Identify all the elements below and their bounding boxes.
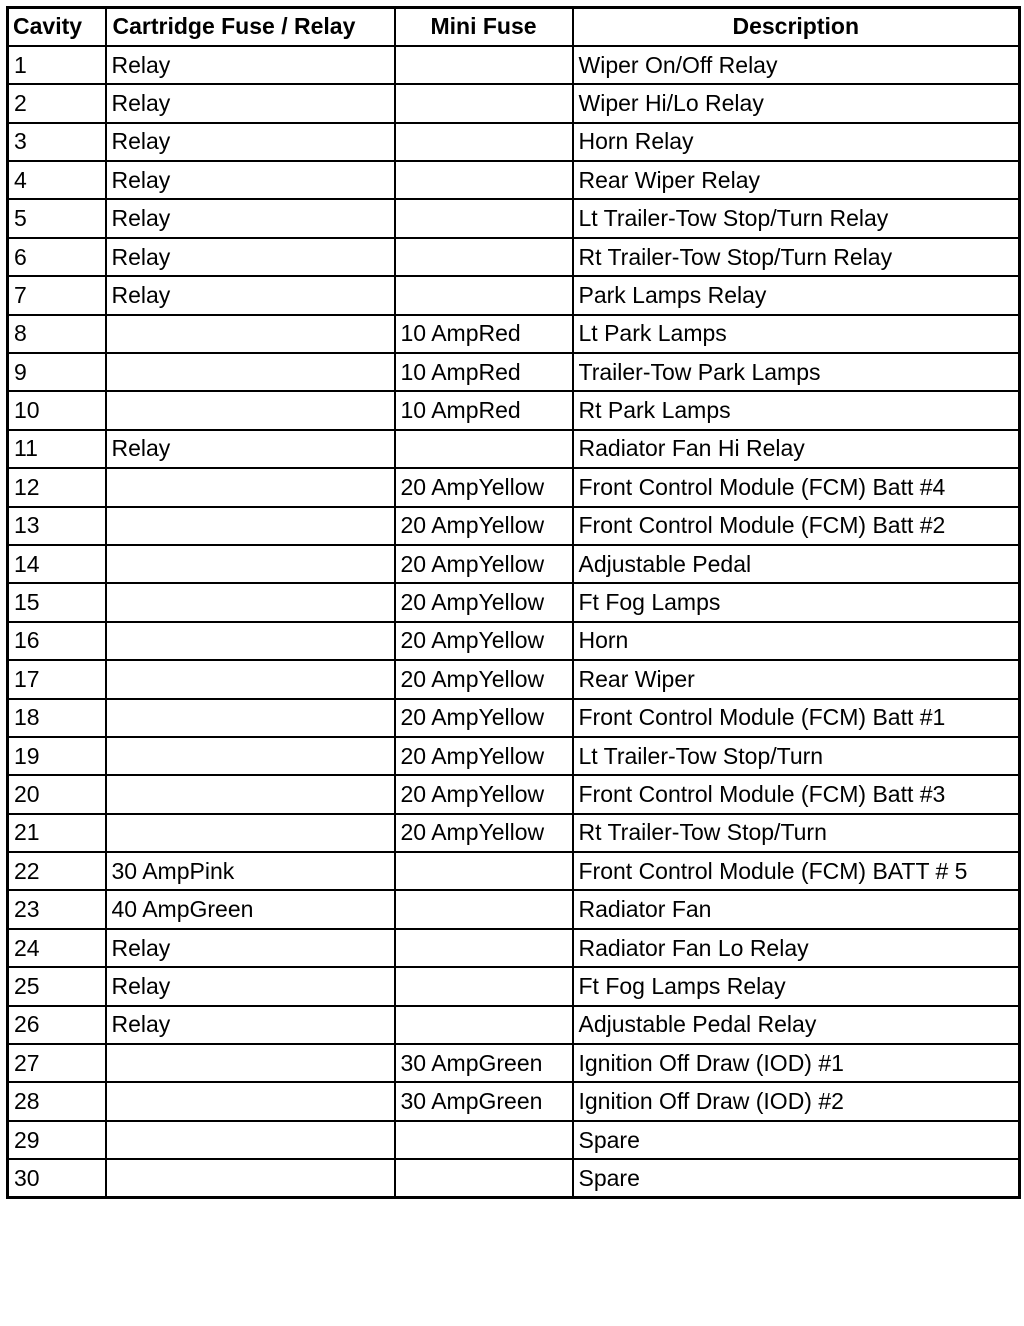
cavity-cell: 28 [8,1082,106,1120]
description-cell: Radiator Fan Hi Relay [573,430,1020,468]
description-cell: Front Control Module (FCM) Batt #4 [573,468,1020,506]
table-row [8,468,1020,506]
cavity-cell: 16 [8,622,106,660]
cavity-cell: 20 [8,775,106,813]
mini-fuse-cell: 20 AmpYellow [395,622,573,660]
cavity-cell: 4 [8,161,106,199]
description-cell: Spare [573,1121,1020,1159]
cavity-cell: 5 [8,199,106,237]
mini-fuse-cell: 20 AmpYellow [395,583,573,621]
cavity-cell: 12 [8,468,106,506]
description-cell: Lt Trailer-Tow Stop/Turn [573,737,1020,775]
table-row [8,1159,1020,1197]
cartridge-fuse-relay-cell [106,814,395,852]
description-cell: Wiper Hi/Lo Relay [573,84,1020,122]
cartridge-fuse-relay-cell: 30 AmpPink [106,852,395,890]
cavity-cell: 14 [8,545,106,583]
mini-fuse-cell [395,123,573,161]
cavity-cell: 25 [8,967,106,1005]
table-row [8,507,1020,545]
table-row [8,775,1020,813]
cavity-cell: 15 [8,583,106,621]
description-cell: Adjustable Pedal [573,545,1020,583]
table-body [8,46,1020,1198]
table-row [8,890,1020,928]
description-cell: Ignition Off Draw (IOD) #1 [573,1044,1020,1082]
table-row [8,161,1020,199]
cartridge-fuse-relay-cell [106,775,395,813]
table-row [8,583,1020,621]
cavity-cell: 9 [8,353,106,391]
cavity-cell: 22 [8,852,106,890]
cartridge-fuse-relay-cell [106,468,395,506]
cavity-cell: 3 [8,123,106,161]
table-row [8,391,1020,429]
mini-fuse-cell: 20 AmpYellow [395,737,573,775]
table-row [8,315,1020,353]
table-row [8,699,1020,737]
header-cavity: Cavity [8,8,106,46]
table-row [8,814,1020,852]
mini-fuse-cell [395,929,573,967]
cartridge-fuse-relay-cell [106,545,395,583]
cavity-cell: 8 [8,315,106,353]
cavity-cell: 26 [8,1006,106,1044]
table-row [8,123,1020,161]
cavity-cell: 18 [8,699,106,737]
cartridge-fuse-relay-cell [106,353,395,391]
mini-fuse-cell [395,967,573,1005]
description-cell: Rt Park Lamps [573,391,1020,429]
mini-fuse-cell: 20 AmpYellow [395,468,573,506]
mini-fuse-cell [395,276,573,314]
description-cell: Ignition Off Draw (IOD) #2 [573,1082,1020,1120]
cartridge-fuse-relay-cell [106,315,395,353]
description-cell: Spare [573,1159,1020,1197]
mini-fuse-cell [395,238,573,276]
cartridge-fuse-relay-cell [106,507,395,545]
cartridge-fuse-relay-cell: Relay [106,276,395,314]
table-row [8,238,1020,276]
cartridge-fuse-relay-cell [106,737,395,775]
cartridge-fuse-relay-cell [106,1082,395,1120]
header-cartridge-fuse-relay: Cartridge Fuse / Relay [106,8,395,46]
table-row [8,1082,1020,1120]
cavity-cell: 6 [8,238,106,276]
description-cell: Front Control Module (FCM) Batt #3 [573,775,1020,813]
description-cell: Radiator Fan Lo Relay [573,929,1020,967]
cartridge-fuse-relay-cell: Relay [106,199,395,237]
description-cell: Horn [573,622,1020,660]
cavity-cell: 13 [8,507,106,545]
description-cell: Ft Fog Lamps Relay [573,967,1020,1005]
table-row [8,430,1020,468]
mini-fuse-cell: 10 AmpRed [395,315,573,353]
cartridge-fuse-relay-cell: Relay [106,123,395,161]
cartridge-fuse-relay-cell: Relay [106,84,395,122]
table-row [8,353,1020,391]
cartridge-fuse-relay-cell: Relay [106,161,395,199]
cartridge-fuse-relay-cell [106,1121,395,1159]
cavity-cell: 1 [8,46,106,84]
table-row [8,84,1020,122]
table-row [8,276,1020,314]
cartridge-fuse-relay-cell [106,660,395,698]
cavity-cell: 29 [8,1121,106,1159]
mini-fuse-cell: 10 AmpRed [395,353,573,391]
header-description: Description [573,8,1020,46]
description-cell: Front Control Module (FCM) Batt #2 [573,507,1020,545]
table-row [8,199,1020,237]
description-cell: Lt Trailer-Tow Stop/Turn Relay [573,199,1020,237]
cartridge-fuse-relay-cell [106,1159,395,1197]
cartridge-fuse-relay-cell: Relay [106,967,395,1005]
mini-fuse-cell: 20 AmpYellow [395,775,573,813]
fuse-relay-table [6,6,1021,1199]
table-row [8,737,1020,775]
mini-fuse-cell: 20 AmpYellow [395,660,573,698]
description-cell: Adjustable Pedal Relay [573,1006,1020,1044]
cartridge-fuse-relay-cell [106,391,395,429]
cartridge-fuse-relay-cell [106,583,395,621]
mini-fuse-cell [395,1121,573,1159]
cavity-cell: 30 [8,1159,106,1197]
description-cell: Rear Wiper [573,660,1020,698]
cavity-cell: 10 [8,391,106,429]
description-cell: Front Control Module (FCM) Batt #1 [573,699,1020,737]
header-mini-fuse: Mini Fuse [395,8,573,46]
cartridge-fuse-relay-cell: Relay [106,238,395,276]
cavity-cell: 11 [8,430,106,468]
table-row [8,1044,1020,1082]
mini-fuse-cell [395,852,573,890]
description-cell: Radiator Fan [573,890,1020,928]
mini-fuse-cell: 20 AmpYellow [395,507,573,545]
description-cell: Park Lamps Relay [573,276,1020,314]
mini-fuse-cell [395,1159,573,1197]
cartridge-fuse-relay-cell: Relay [106,929,395,967]
mini-fuse-cell: 20 AmpYellow [395,814,573,852]
mini-fuse-cell [395,46,573,84]
cartridge-fuse-relay-cell [106,622,395,660]
description-cell: Trailer-Tow Park Lamps [573,353,1020,391]
description-cell: Rt Trailer-Tow Stop/Turn Relay [573,238,1020,276]
cavity-cell: 27 [8,1044,106,1082]
cartridge-fuse-relay-cell: Relay [106,430,395,468]
mini-fuse-cell: 10 AmpRed [395,391,573,429]
cartridge-fuse-relay-cell: Relay [106,46,395,84]
table-row [8,622,1020,660]
table-row [8,660,1020,698]
mini-fuse-cell [395,199,573,237]
table-row [8,1006,1020,1044]
cavity-cell: 24 [8,929,106,967]
cartridge-fuse-relay-cell: 40 AmpGreen [106,890,395,928]
description-cell: Rear Wiper Relay [573,161,1020,199]
mini-fuse-cell: 30 AmpGreen [395,1082,573,1120]
cavity-cell: 21 [8,814,106,852]
description-cell: Lt Park Lamps [573,315,1020,353]
table-row [8,545,1020,583]
mini-fuse-cell: 20 AmpYellow [395,699,573,737]
mini-fuse-cell [395,1006,573,1044]
description-cell: Rt Trailer-Tow Stop/Turn [573,814,1020,852]
mini-fuse-cell [395,161,573,199]
table-row [8,967,1020,1005]
description-cell: Front Control Module (FCM) BATT # 5 [573,852,1020,890]
table-row [8,1121,1020,1159]
mini-fuse-cell: 30 AmpGreen [395,1044,573,1082]
cavity-cell: 19 [8,737,106,775]
table-header-row [8,8,1020,46]
cartridge-fuse-relay-cell [106,1044,395,1082]
cartridge-fuse-relay-cell [106,699,395,737]
mini-fuse-cell [395,84,573,122]
description-cell: Horn Relay [573,123,1020,161]
cartridge-fuse-relay-cell: Relay [106,1006,395,1044]
table-row [8,929,1020,967]
mini-fuse-cell: 20 AmpYellow [395,545,573,583]
mini-fuse-cell [395,890,573,928]
cavity-cell: 23 [8,890,106,928]
table-row [8,46,1020,84]
cavity-cell: 7 [8,276,106,314]
mini-fuse-cell [395,430,573,468]
cavity-cell: 2 [8,84,106,122]
table-row [8,852,1020,890]
fuse-table-container [6,6,1018,1199]
description-cell: Wiper On/Off Relay [573,46,1020,84]
description-cell: Ft Fog Lamps [573,583,1020,621]
cavity-cell: 17 [8,660,106,698]
